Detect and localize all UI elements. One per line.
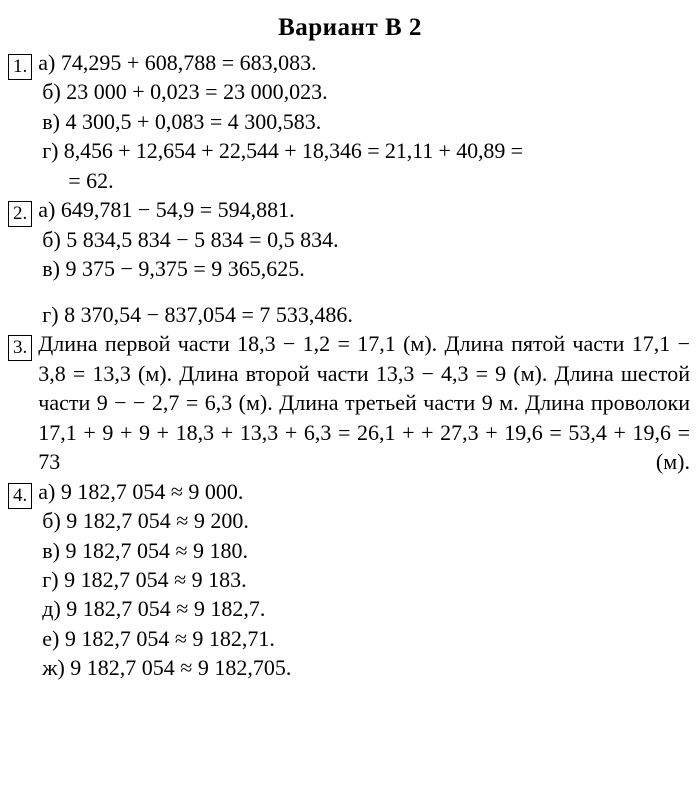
task-4-line-c: в) 9 182,7 054 ≈ 9 180.: [42, 537, 249, 563]
page-title: Вариант В 2: [278, 14, 422, 41]
task-4-line-e: д) 9 182,7 054 ≈ 9 182,7.: [42, 596, 266, 622]
task-2-line-b: б) 5 834,5 834 − 5 834 = 0,5 834.: [42, 226, 339, 252]
task-number-3: 3.: [8, 335, 32, 361]
task-1-body: [38, 48, 700, 195]
task-2: [0, 195, 700, 329]
task-4: [0, 477, 700, 683]
task-1-line-c: в) 4 300,5 + 0,083 = 4 300,583.: [42, 108, 322, 134]
task-number-1: 1.: [8, 54, 32, 80]
task-1-line-b: б) 23 000 + 0,023 = 23 000,023.: [42, 79, 328, 105]
task-4-line-b: б) 9 182,7 054 ≈ 9 200.: [42, 508, 249, 534]
task-2-gap: [38, 284, 690, 300]
task-3-body: [38, 329, 700, 476]
task-2-line-a: а) 649,781 − 54,9 = 594,881.: [38, 197, 295, 223]
task-4-line-g: ж) 9 182,7 054 ≈ 9 182,705.: [42, 655, 292, 681]
task-3: [0, 329, 700, 476]
task-2-line-c: в) 9 375 − 9,375 = 9 365,625.: [42, 256, 305, 282]
task-4-body: [38, 477, 700, 683]
task-1-line-d: г) 8,456 + 12,654 + 22,544 + 18,346 = 21,11 + 40,89 =: [42, 138, 523, 164]
task-4-line-d: г) 9 182,7 054 ≈ 9 183.: [42, 566, 247, 592]
task-4-line-a: а) 9 182,7 054 ≈ 9 000.: [38, 478, 244, 504]
task-number-4: 4.: [8, 483, 32, 509]
task-1-line-d-cont: = 62.: [68, 167, 114, 193]
task-1-line-a: а) 74,295 + 608,788 = 683,083.: [38, 50, 317, 75]
task-4-line-f: е) 9 182,7 054 ≈ 9 182,71.: [42, 625, 275, 651]
task-1: [0, 48, 700, 195]
document-page: [0, 14, 700, 800]
task-3-paragraph: Длина первой части 18,3 − 1,2 = 17,1 (м). Длина пятой части 17,1 − 3,8 = 13,3 (м). Длина второй части 13,3 − 4,3 = 9 (м). Длина шестой части 9 − − 2,7 = 6,3 (м). Длина третьей части 9 м. Длина проволоки 17,1 + 9 + 9 + 18,3 + 13,3 + 6,3 = 26,1 + + 27,3 + 19,6 = 53,4 + 19,6 = 73 (м).: [38, 331, 690, 475]
task-number-2: 2.: [8, 201, 32, 227]
task-2-line-d: г) 8 370,54 − 837,054 = 7 533,486.: [42, 301, 353, 327]
task-2-body: [38, 195, 700, 329]
